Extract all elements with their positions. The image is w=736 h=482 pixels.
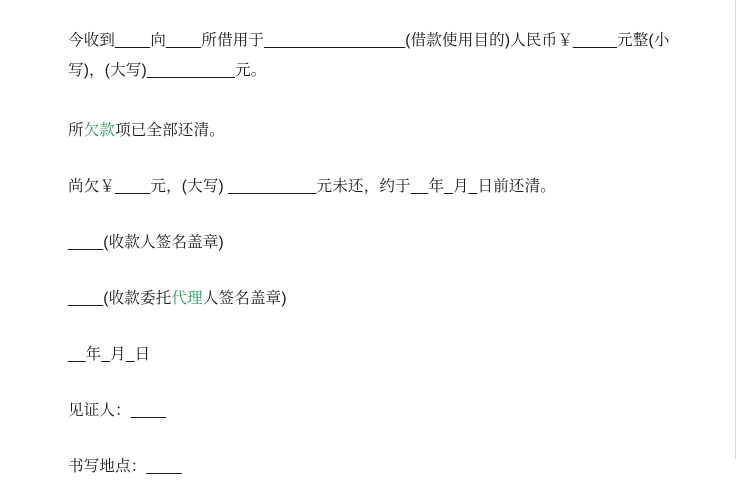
highlighted-term: 代理	[171, 290, 203, 307]
text-run: 今收到____向____所借用于________________(借款使用目的)人民币￥_____元整(小写)，(大写)__________元。	[68, 32, 670, 79]
paragraph-date	[68, 340, 678, 370]
paragraph-debt-cleared	[68, 116, 678, 146]
text-run: ____(收款委托	[68, 290, 172, 307]
paragraph-writing-place	[68, 452, 678, 482]
document-body	[36, 26, 700, 482]
paragraph-agent-signature	[68, 284, 678, 314]
paragraph-receipt-amount	[68, 26, 678, 86]
highlighted-term: 欠款	[83, 122, 116, 139]
text-run: 项已全部还清。	[115, 122, 226, 139]
text-run: 人签名盖章)	[202, 290, 287, 307]
text-run: ____(收款人签名盖章)	[68, 234, 224, 251]
text-run: 尚欠￥____元，(大写) __________元未还，约于__年_月_日前还清。	[68, 178, 556, 195]
paragraph-payee-signature	[68, 228, 678, 258]
paragraph-witness	[68, 396, 678, 426]
paragraph-remaining-debt	[68, 172, 678, 202]
text-run: 书写地点：____	[68, 458, 182, 475]
text-run: 所	[68, 122, 84, 139]
text-run: 见证人：____	[68, 402, 167, 419]
text-run: __年_月_日	[68, 346, 151, 363]
